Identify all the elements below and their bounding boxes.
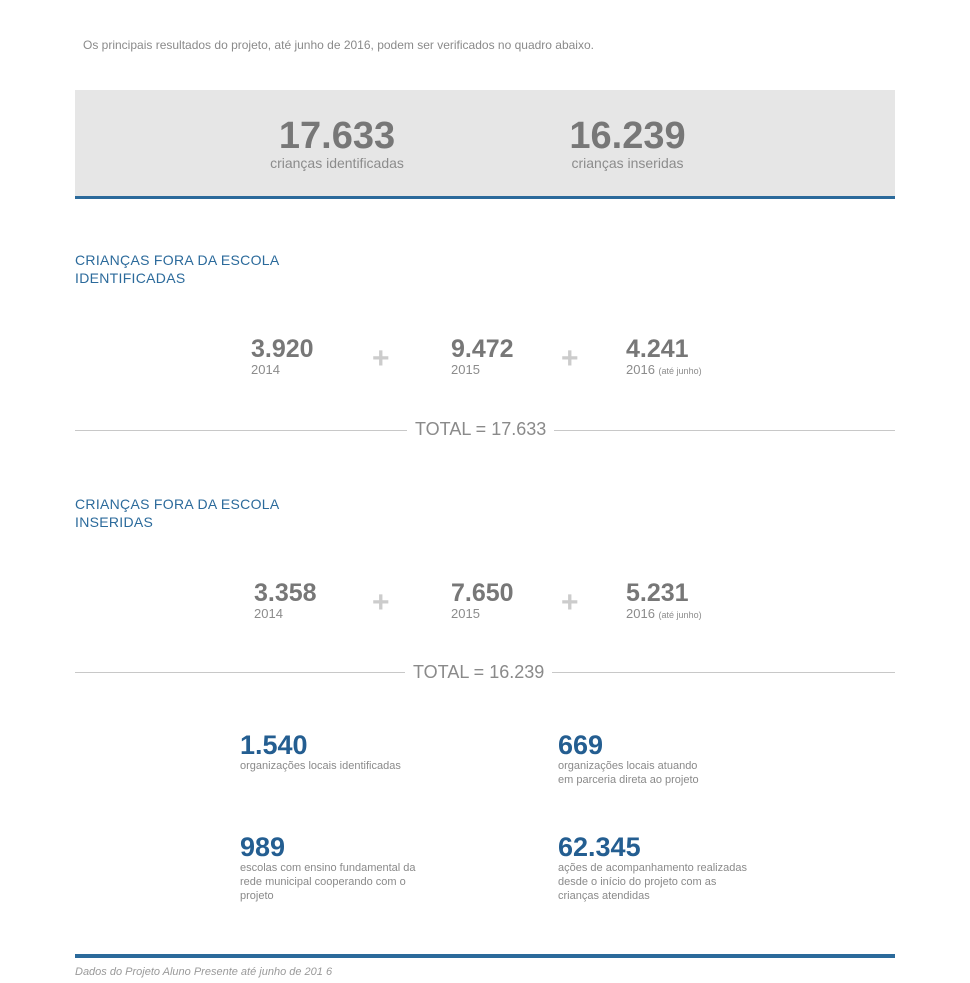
year-value: 3.358: [254, 579, 317, 607]
plus-icon: +: [372, 586, 390, 619]
stat-value: 989: [240, 832, 286, 862]
stat-label-line: organizações locais atuando: [558, 760, 698, 772]
year-value: 3.920: [251, 335, 314, 363]
year-label-text: 2016: [626, 362, 655, 377]
year-item-2016: [626, 580, 702, 623]
year-value: 5.231: [626, 579, 689, 607]
stat-organizations-identified: [240, 731, 480, 773]
stat-value: 1.540: [240, 730, 308, 760]
section-title-line2: IDENTIFICADAS: [75, 270, 186, 286]
section-title-line2: INSERIDAS: [75, 514, 154, 530]
stat-label-line: desde o início do projeto com as: [558, 876, 717, 888]
stat-follow-up-actions: [558, 833, 818, 903]
inserted-summary: [565, 117, 690, 171]
footnote: Dados do Projeto Aluno Presente até junho de 201 6: [75, 966, 333, 978]
year-note: (até junho): [658, 366, 702, 376]
year-item-2015: [451, 336, 514, 378]
inserted-total-label: crianças inseridas: [571, 155, 684, 171]
stat-label-line: projeto: [240, 890, 274, 902]
stat-label-line: crianças atendidas: [558, 890, 650, 902]
stat-label-line: escolas com ensino fundamental da: [240, 862, 416, 874]
year-value: 7.650: [451, 579, 514, 607]
plus-icon: +: [372, 342, 390, 375]
year-label: [626, 362, 702, 379]
plus-icon: +: [561, 586, 579, 619]
year-item-2014: [251, 336, 314, 378]
year-item-2016: [626, 336, 702, 379]
year-label: [626, 606, 702, 623]
year-label: 2014: [254, 606, 283, 621]
stat-organizations-partners: [558, 731, 798, 787]
identified-total-value: 17.633: [278, 115, 396, 157]
stat-label-line: ações de acompanhamento realizadas: [558, 862, 747, 874]
plus-icon: +: [561, 342, 579, 375]
stat-value: 62.345: [558, 832, 641, 862]
intro-text: Os principais resultados do projeto, até junho de 2016, podem ser verificados no quadro abaixo.: [83, 38, 594, 52]
year-item-2015: [451, 580, 514, 622]
year-label-text: 2016: [626, 606, 655, 621]
stat-schools: [240, 833, 480, 903]
identified-total-label: crianças identificadas: [270, 155, 404, 171]
year-value: 9.472: [451, 335, 514, 363]
stat-label-line: rede municipal cooperando com o: [240, 876, 406, 888]
stat-value: 669: [558, 730, 604, 760]
summary-panel: [75, 90, 895, 199]
year-item-2014: [254, 580, 317, 622]
inserted-total-value: 16.239: [569, 115, 686, 157]
identified-total: TOTAL = 17.633: [407, 419, 554, 439]
year-label: 2014: [251, 362, 280, 377]
section-title-identified: [75, 251, 280, 287]
stat-label-line: em parceria direta ao projeto: [558, 774, 699, 786]
inserted-total: TOTAL = 16.239: [405, 662, 552, 682]
section-title-line1: CRIANÇAS FORA DA ESCOLA: [75, 252, 280, 268]
footer-divider: [75, 954, 895, 958]
year-value: 4.241: [626, 335, 689, 363]
year-label: 2015: [451, 606, 480, 621]
year-note: (até junho): [658, 610, 702, 620]
section-title-line1: CRIANÇAS FORA DA ESCOLA: [75, 496, 280, 512]
identified-summary: [263, 117, 411, 171]
section-title-inserted: [75, 495, 280, 531]
year-label: 2015: [451, 362, 480, 377]
stat-label-line: organizações locais identificadas: [240, 760, 401, 772]
